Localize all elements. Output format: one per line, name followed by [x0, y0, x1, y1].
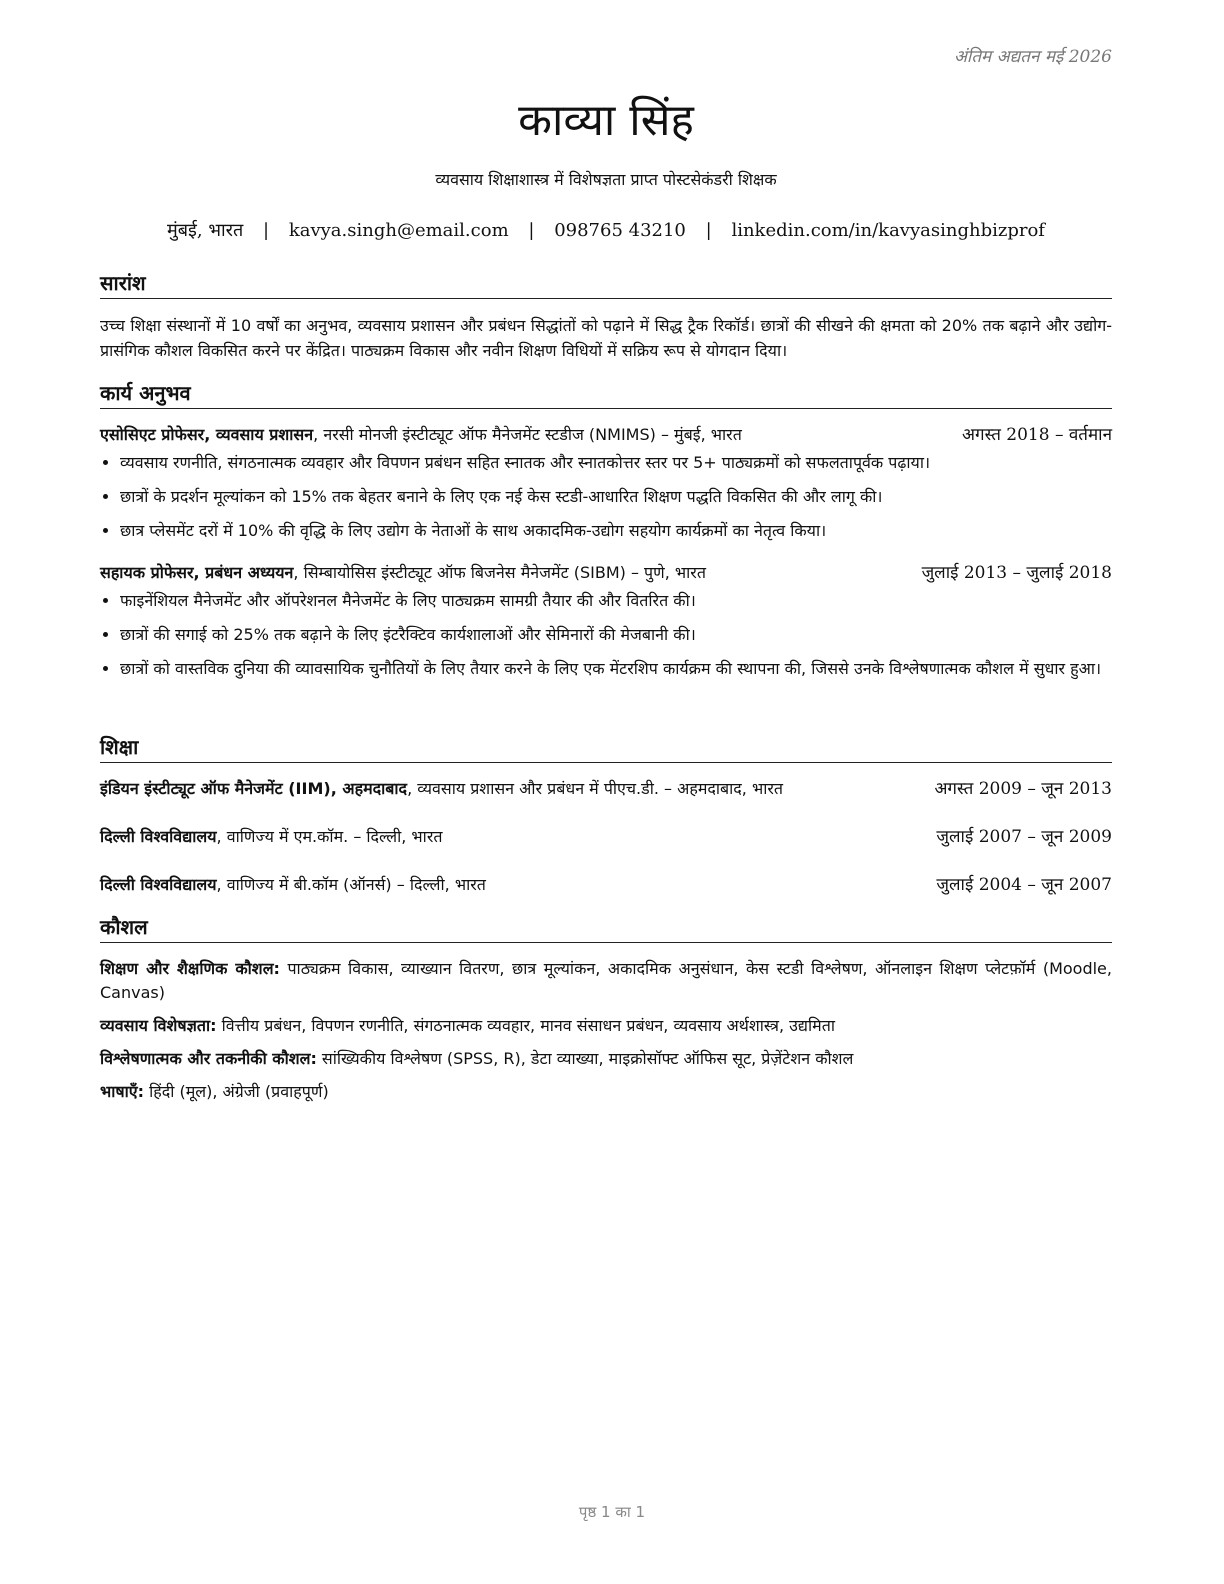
job-entry — [100, 561, 1112, 681]
job-role: एसोसिएट प्रोफेसर, व्यवसाय प्रशासन — [100, 425, 314, 444]
list-item: • छात्र प्लेसमेंट दरों में 10% की वृद्धि के लिए उद्योग के नेताओं के साथ अकादमिक-उद्योग सहयोग कार्यक्रमों का नेतृत्व किया। — [120, 519, 1112, 543]
education-date: अगस्त 2009 – जून 2013 — [934, 779, 1112, 799]
separator: | — [705, 220, 712, 241]
education-date: जुलाई 2004 – जून 2007 — [936, 875, 1112, 895]
school-name: दिल्ली विश्वविद्यालय — [100, 827, 217, 846]
summary-text: उच्च शिक्षा संस्थानों में 10 वर्षों का अनुभव, व्यवसाय प्रशासन और प्रबंधन सिद्धांतों को पढ़ाने में सिद्ध ट्रैक रिकॉर्ड। छात्रों की सीखने की क्षमता को 20% तक बढ़ाने और उद्योग-प्रासंगिक कौशल विकसित करने पर केंद्रित। पाठ्यक्रम विकास और नवीन शिक्षण विधियों में सक्रिय रूप से योगदान दिया। — [100, 316, 1112, 360]
education-date: जुलाई 2007 – जून 2009 — [936, 827, 1112, 847]
degree-detail: , वाणिज्य में बी.कॉम (ऑनर्स) – दिल्ली, भारत — [216, 875, 486, 894]
section-title: शिक्षा — [100, 734, 1112, 763]
separator: | — [528, 220, 535, 241]
job-org: , नरसी मोनजी इंस्टीट्यूट ऑफ मैनेजमेंट स्टडीज (NMIMS) – मुंबई, भारत — [313, 425, 742, 444]
education-entry — [100, 873, 1112, 897]
skill-row — [100, 1014, 1112, 1038]
school-name: दिल्ली विश्वविद्यालय — [100, 875, 217, 894]
skill-row — [100, 1047, 1112, 1071]
skill-value: हिंदी (मूल), अंग्रेजी (प्रवाहपूर्ण) — [144, 1082, 329, 1101]
list-item: • छात्रों के प्रदर्शन मूल्यांकन को 15% तक बेहतर बनाने के लिए एक नई केस स्टडी-आधारित शिक्षण पद्धति विकसित की और लागू की। — [120, 485, 1112, 509]
phone-number: 098765 43210 — [554, 220, 686, 241]
section-title: सारांश — [100, 270, 1112, 299]
job-role: सहायक प्रोफेसर, प्रबंधन अध्ययन — [100, 563, 294, 582]
school-name: इंडियन इंस्टीट्यूट ऑफ मैनेजमेंट (IIM), अहमदाबाद — [100, 779, 408, 798]
job-bullets — [100, 589, 1112, 681]
degree-detail: , व्यवसाय प्रशासन और प्रबंधन में पीएच.डी. – अहमदाबाद, भारत — [407, 779, 784, 798]
location: मुंबई, भारत — [167, 220, 244, 241]
skill-value: वित्तीय प्रबंधन, विपणन रणनीति, संगठनात्मक व्यवहार, मानव संसाधन प्रबंधन, व्यवसाय अर्थशास्त्र, उद्यमिता — [216, 1016, 835, 1035]
job-date: जुलाई 2013 – जुलाई 2018 — [921, 563, 1112, 583]
job-entry — [100, 423, 1112, 543]
job-bullets — [100, 451, 1112, 543]
resume-page — [100, 0, 1112, 1584]
skills-section — [100, 914, 1112, 1113]
skill-label: विश्लेषणात्मक और तकनीकी कौशल: — [100, 1049, 317, 1068]
education-entry — [100, 777, 1112, 801]
last-updated: अंतिम अद्यतन मई 2026 — [953, 47, 1112, 67]
list-item: • व्यवसाय रणनीति, संगठनात्मक व्यवहार और विपणन प्रबंधन सहित स्नातक और स्नातकोत्तर स्तर पर 5+ पाठ्यक्रमों को सफलतापूर्वक पढ़ाया। — [120, 451, 1112, 475]
skill-value: सांख्यिकीय विश्लेषण (SPSS, R), डेटा व्याख्या, माइक्रोसॉफ्ट ऑफिस सूट, प्रेज़ेंटेशन कौशल — [316, 1049, 854, 1068]
job-org: , सिम्बायोसिस इंस्टीट्यूट ऑफ बिजनेस मैनेजमेंट (SIBM) – पुणे, भारत — [293, 563, 706, 582]
skill-label: भाषाएँ: — [100, 1082, 145, 1101]
email-link[interactable]: kavya.singh@email.com — [288, 220, 509, 241]
experience-section — [100, 380, 1112, 691]
list-item: • छात्रों को वास्तविक दुनिया की व्यावसायिक चुनौतियों के लिए तैयार करने के लिए एक मेंटरशिप कार्यक्रम की स्थापना की, जिससे उनके विश्लेषणात्मक कौशल में सुधार हुआ। — [120, 657, 1112, 681]
degree-detail: , वाणिज्य में एम.कॉम. – दिल्ली, भारत — [216, 827, 443, 846]
skill-row — [100, 1080, 1112, 1104]
candidate-name: काव्या सिंह — [518, 95, 694, 146]
list-item: • छात्रों की सगाई को 25% तक बढ़ाने के लिए इंटरैक्टिव कार्यशालाओं और सेमिनारों की मेजबानी की। — [120, 623, 1112, 647]
section-title: कार्य अनुभव — [100, 380, 1112, 409]
list-item: • फाइनेंशियल मैनेजमेंट और ऑपरेशनल मैनेजमेंट के लिए पाठ्यक्रम सामग्री तैयार की और वितरित की। — [120, 589, 1112, 613]
headline: व्यवसाय शिक्षाशास्त्र में विशेषज्ञता प्राप्त पोस्टसेकंडरी शिक्षक — [435, 170, 777, 189]
page-number: पृष्ठ 1 का 1 — [578, 1503, 646, 1521]
education-section — [100, 734, 1112, 897]
skill-value: पाठ्यक्रम विकास, व्याख्यान वितरण, छात्र मूल्यांकन, अकादमिक अनुसंधान, केस स्टडी विश्लेषण, ऑनलाइन शिक्षण प्लेटफ़ॉर्म (Moodle, Canvas) — [100, 959, 1112, 1002]
linkedin-link[interactable]: linkedin.com/in/kavyasinghbizprof — [731, 220, 1045, 241]
contact-line — [100, 218, 1112, 242]
job-date: अगस्त 2018 – वर्तमान — [962, 425, 1112, 445]
skill-label: शिक्षण और शैक्षणिक कौशल: — [100, 959, 280, 978]
education-entry — [100, 825, 1112, 849]
separator: | — [263, 220, 270, 241]
section-title: कौशल — [100, 914, 1112, 943]
summary-section — [100, 270, 1112, 363]
skill-row — [100, 957, 1112, 1005]
skill-label: व्यवसाय विशेषज्ञता: — [100, 1016, 217, 1035]
